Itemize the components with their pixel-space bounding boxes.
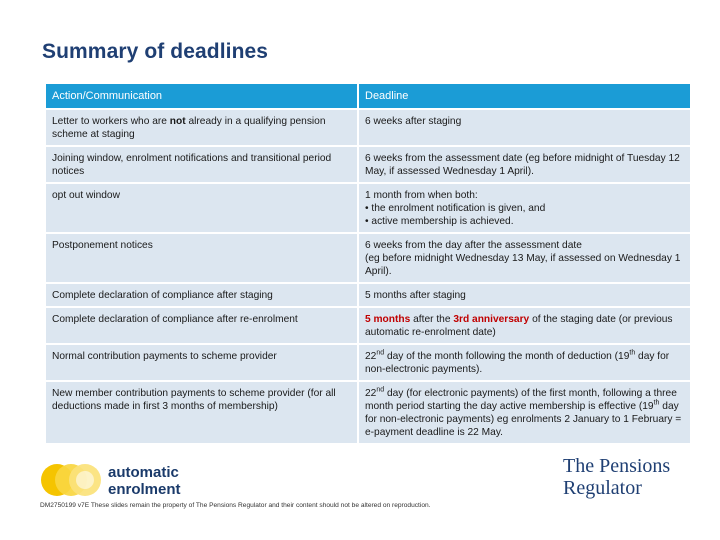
cell-text: 5 months after staging (365, 290, 466, 301)
cell-text: of the staging date (or previous automatic re-enrolment date) (365, 314, 673, 338)
action-cell (46, 345, 357, 380)
cell-text: already in a qualifying pension scheme at staging (52, 116, 326, 140)
ordinal-suffix: nd (376, 349, 385, 357)
column-header-deadline: Deadline (359, 84, 690, 108)
table-row (46, 345, 690, 380)
table-row (46, 382, 690, 443)
action-cell (46, 308, 357, 343)
action-cell (46, 110, 357, 145)
cell-text: 1 month from when both: (365, 190, 478, 201)
deadlines-table-container (44, 82, 688, 445)
logo-text-automatic: automatic (108, 464, 179, 481)
logo-text-regulator: Regulator (563, 477, 642, 499)
deadline-cell (359, 184, 690, 232)
action-cell (46, 382, 357, 443)
table-row (46, 110, 690, 145)
logo-circles-icon (41, 464, 101, 496)
cell-text: Complete declaration of compliance after re-enrolment (52, 314, 298, 325)
deadline-cell (359, 345, 690, 380)
cell-text: day for non-electronic payments) eg enrolments 2 January to 1 February = e-payment deadline is 22 May. (365, 401, 682, 438)
cell-text: New member contribution payments to scheme provider (for all deductions made in first 3 months of membership) (52, 388, 336, 412)
footer-disclaimer: DM2750199 v7E These slides remain the property of The Pensions Regulator and their content should not be altered on reproduction. (40, 502, 431, 509)
cell-text: • the enrolment notification is given, and (365, 203, 546, 214)
cell-text: 6 weeks from the day after the assessment date (365, 240, 582, 251)
cell-text: day of the month following the month of deduction (19 (384, 351, 630, 362)
highlighted-text: 5 months (365, 314, 411, 325)
cell-text: Normal contribution payments to scheme provider (52, 351, 277, 362)
ordinal-suffix: th (629, 349, 636, 357)
cell-text: 22 (365, 351, 377, 362)
highlighted-text: 3rd anniversary (453, 314, 530, 325)
table-header-row (46, 84, 690, 108)
cell-text: day for non-electronic payments). (365, 351, 670, 375)
cell-text: (eg before midnight Wednesday 13 May, if assessed on Wednesday 1 April). (365, 253, 681, 277)
deadline-cell (359, 234, 690, 282)
page-title: Summary of deadlines (42, 40, 269, 63)
cell-text: day (for electronic payments) of the first month, following a three month period starting the day active membership is effective (19 (365, 388, 677, 412)
action-cell (46, 234, 357, 282)
table-row (46, 234, 690, 282)
action-cell (46, 284, 357, 306)
logo-text-the-pensions: The Pensions (563, 455, 671, 477)
table-row (46, 147, 690, 182)
table-row (46, 184, 690, 232)
table-row (46, 308, 690, 343)
action-cell (46, 184, 357, 232)
table-row (46, 284, 690, 306)
deadline-cell (359, 147, 690, 182)
ordinal-suffix: nd (376, 386, 385, 394)
cell-text: after the (410, 314, 454, 325)
deadlines-table (44, 82, 692, 445)
deadline-cell (359, 110, 690, 145)
column-header-action: Action/Communication (46, 84, 357, 108)
cell-text: Postponement notices (52, 240, 153, 251)
deadline-cell (359, 284, 690, 306)
action-cell (46, 147, 357, 182)
deadline-cell (359, 308, 690, 343)
cell-text: Joining window, enrolment notifications and transitional period notices (52, 153, 332, 177)
cell-text: • active membership is achieved. (365, 216, 514, 227)
pensions-regulator-logo (563, 455, 670, 499)
cell-text: Complete declaration of compliance after staging (52, 290, 273, 301)
cell-text: 6 weeks from the assessment date (eg before midnight of Tuesday 12 May, if assessed Wednesday 1 April). (365, 153, 680, 177)
emphasis-text: not (169, 116, 186, 127)
logo-text-enrolment: enrolment (108, 481, 181, 498)
cell-text: Letter to workers who are (52, 116, 170, 127)
ordinal-suffix: th (653, 399, 660, 407)
cell-text: 6 weeks after staging (365, 116, 462, 127)
deadline-cell (359, 382, 690, 443)
automatic-enrolment-logo (40, 460, 220, 500)
table-body (46, 110, 690, 443)
cell-text: opt out window (52, 190, 120, 201)
cell-text: 22 (365, 388, 377, 399)
